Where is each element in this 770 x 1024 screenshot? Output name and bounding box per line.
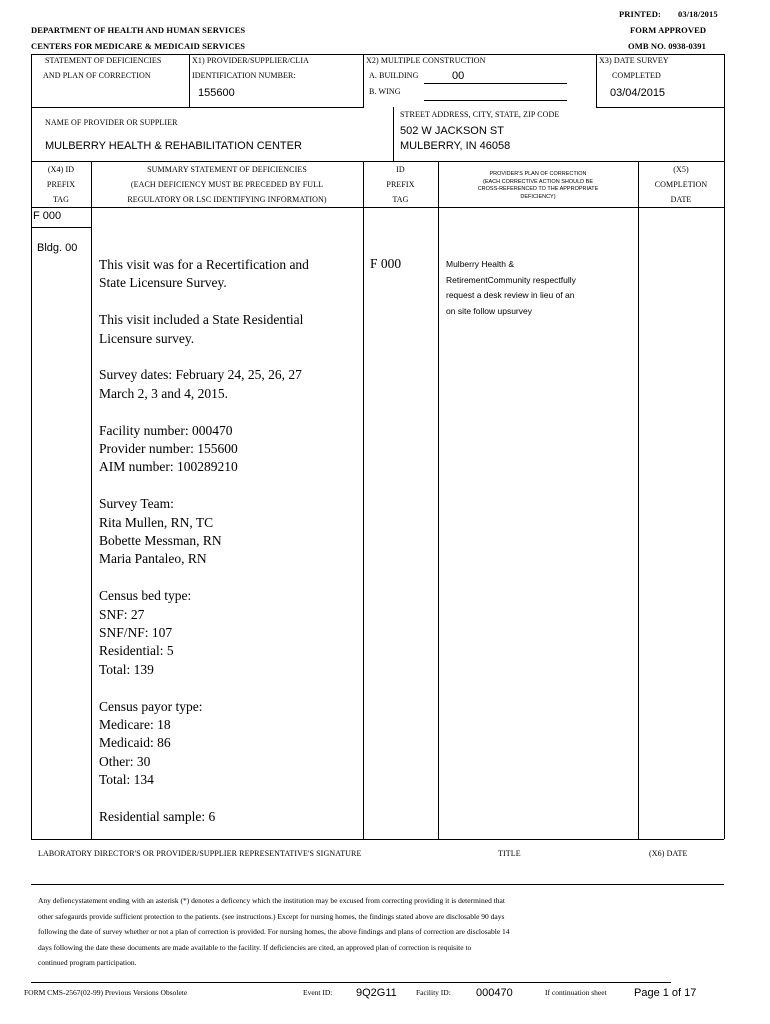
building-value: 00 (452, 70, 465, 82)
provider-name-value: MULBERRY HEALTH & REHABILITATION CENTER (45, 140, 302, 152)
summary-line: AIM number: 100289210 (99, 459, 238, 475)
provider-id-value: 155600 (198, 87, 235, 99)
disclaimer-line: other safegaurds provide sufficient protection to the patients. (see instructions.) Except for nursing homes, the findings stated above are disclosable 90 days (38, 911, 505, 921)
summary-line: Bobette Messman, RN (99, 533, 222, 549)
x2-label: X2) MULTIPLE CONSTRUCTION (366, 56, 486, 65)
poc-header-2: (EACH CORRECTIVE ACTION SHOULD BE (482, 178, 594, 185)
poc-header-4: DEFICIENCY) (520, 193, 556, 200)
summary-line: Total: 139 (99, 661, 154, 677)
x5-header-2: COMPLETION (654, 180, 708, 189)
summary-line: Other: 30 (99, 753, 151, 769)
centers-name: CENTERS FOR MEDICARE & MEDICAID SERVICES (31, 41, 246, 51)
statement-label-2: AND PLAN OF CORRECTION (43, 71, 151, 80)
summary-paragraph (99, 422, 361, 477)
facility-id-label: Facility ID: (416, 988, 451, 997)
poc-header-3: CROSS-REFERENCED TO THE APPROPRIATE (477, 186, 599, 192)
x6-date-label: (X6) DATE (649, 849, 688, 858)
summary-line: Census payor type: (99, 698, 203, 714)
summary-line: Medicare: 18 (99, 717, 171, 733)
disclaimer-text (38, 893, 678, 971)
disclaimer-line: Any defiencystatement ending with an asterisk (*) denotes a deficency which the institution may be excused from correcting providing it is determined that (38, 896, 505, 905)
x3-label-1: X3) DATE SURVEY (599, 56, 669, 65)
plan-of-correction (446, 257, 636, 319)
street-line-1: 502 W JACKSON ST (400, 125, 504, 137)
disclaimer-line: following the date of survey whether or not a plan of correction is provided. For nursing homes, the above findings and plans of correction are disclosable 14 (38, 927, 510, 936)
summary-paragraph (99, 366, 361, 403)
plan-line: Mulberry Health & (446, 259, 515, 269)
date-survey-value: 03/04/2015 (610, 87, 666, 99)
x1-label-1: X1) PROVIDER/SUPPLIER/CLIA (192, 56, 310, 65)
street-line-2: MULBERRY, IN 46058 (400, 140, 511, 152)
id-header-2: PREFIX (386, 180, 415, 189)
summary-statement (99, 256, 361, 845)
street-label: STREET ADDRESS, CITY, STATE, ZIP CODE (400, 110, 560, 119)
x4-header-1: (X4) ID (47, 165, 75, 174)
summary-line: Residential sample: 6 (99, 809, 216, 825)
poc-header (438, 171, 638, 201)
summary-header-1: SUMMARY STATEMENT OF DEFICIENCIES (147, 165, 307, 174)
statement-label-1: STATEMENT OF DEFICIENCIES (45, 56, 162, 65)
summary-line: State Licensure Survey. (99, 275, 227, 291)
id-header-3: TAG (392, 195, 409, 204)
department-name: DEPARTMENT OF HEALTH AND HUMAN SERVICES (31, 25, 246, 35)
summary-line: This visit included a State Residential (99, 312, 304, 328)
summary-paragraph (99, 698, 361, 790)
printed-label: PRINTED: (619, 9, 661, 19)
printed-date: 03/18/2015 (678, 9, 718, 19)
left-prefix-tag: F 000 (33, 210, 62, 222)
summary-line: Licensure survey. (99, 330, 195, 346)
x1-label-2: IDENTIFICATION NUMBER: (192, 71, 296, 80)
x4-header-2: PREFIX (46, 180, 76, 189)
facility-id-value: 000470 (476, 987, 513, 999)
disclaimer-line: days following the date these documents are made available to the facility. If deficiencies are cited, an approved plan of correction is requisite to (38, 942, 472, 952)
wing-label: B. WING (369, 87, 401, 96)
summary-line: SNF/NF: 107 (99, 625, 173, 641)
summary-header-2: (EACH DEFICIENCY MUST BE PRECEDED BY FULL (130, 180, 324, 189)
summary-paragraph (99, 808, 361, 826)
summary-line: Residential: 5 (99, 643, 174, 659)
signature-label: LABORATORY DIRECTOR'S OR PROVIDER/SUPPLIER REPRESENTATIVE'S SIGNATURE (38, 849, 362, 858)
id-header-1: ID (396, 165, 405, 174)
plan-line: RetirementCommunity respectfully (446, 274, 576, 285)
page-number: Page 1 of 17 (634, 987, 697, 999)
summary-line: Survey Team: (99, 496, 174, 512)
provider-name-label: NAME OF PROVIDER OR SUPPLIER (45, 118, 178, 127)
poc-header-1: PROVIDER'S PLAN OF CORRECTION (489, 171, 587, 177)
omb-number: OMB NO. 0938-0391 (628, 41, 706, 51)
plan-line: on site follow upsurvey (446, 305, 532, 316)
summary-line: Maria Pantaleo, RN (99, 551, 207, 567)
x5-header-1: (X5) (673, 165, 689, 174)
summary-line: Survey dates: February 24, 25, 26, 27 (99, 367, 302, 383)
summary-line: Medicaid: 86 (99, 735, 171, 751)
summary-line: Census bed type: (99, 588, 192, 604)
summary-paragraph (99, 311, 361, 348)
form-approved: FORM APPROVED (630, 25, 707, 35)
summary-paragraph (99, 587, 361, 679)
summary-header-3: REGULATORY OR LSC IDENTIFYING INFORMATION) (127, 195, 327, 204)
right-prefix-tag: F 000 (370, 256, 402, 271)
title-label: TITLE (498, 849, 521, 858)
continuation-label: If continuation sheet (545, 988, 607, 997)
summary-line: This visit was for a Recertification and (99, 257, 309, 272)
building-label: A. BUILDING (369, 71, 419, 80)
summary-line: Rita Mullen, RN, TC (99, 514, 214, 530)
summary-paragraph (99, 256, 361, 293)
x3-label-2: COMPLETED (612, 71, 661, 80)
summary-line: Total: 134 (99, 772, 154, 788)
x4-header-3: TAG (52, 195, 70, 204)
event-id-label: Event ID: (303, 988, 333, 997)
summary-line: Provider number: 155600 (99, 441, 238, 457)
summary-line: March 2, 3 and 4, 2015. (99, 385, 228, 401)
summary-line: Facility number: 000470 (99, 422, 233, 438)
summary-line: SNF: 27 (99, 606, 145, 622)
event-id-value: 9Q2G11 (356, 987, 397, 999)
form-number: FORM CMS-2567(02-99) Previous Versions Obsolete (24, 988, 188, 997)
x5-header-3: DATE (670, 195, 692, 204)
plan-line: request a desk review in lieu of an (446, 290, 575, 300)
disclaimer-line: continued program participation. (38, 958, 137, 967)
summary-paragraph (99, 495, 361, 569)
building-tag: Bldg. 00 (37, 242, 78, 254)
